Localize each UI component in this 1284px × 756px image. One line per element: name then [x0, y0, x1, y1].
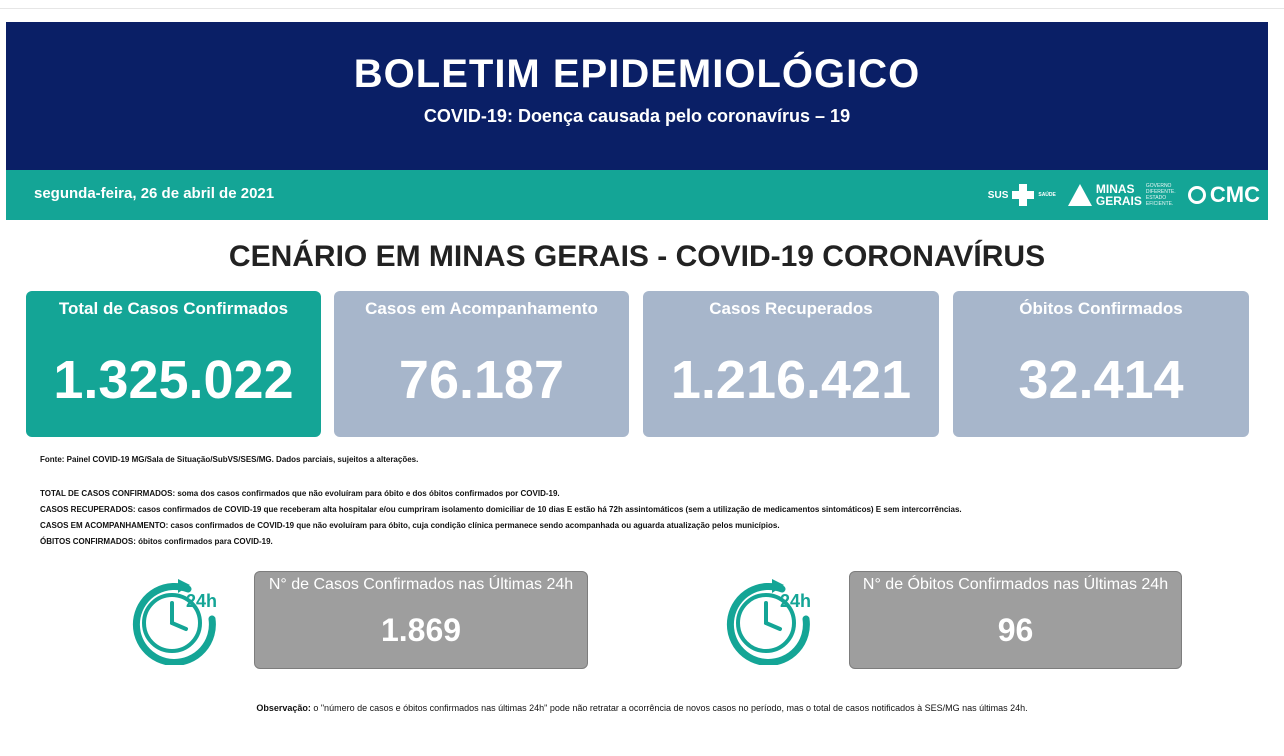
- saude-label: SAÚDE: [1038, 192, 1056, 198]
- card-deaths: [953, 291, 1249, 437]
- card-value: 1.325.022: [53, 350, 294, 410]
- observation-prefix: Observação:: [256, 703, 311, 713]
- clock-24h-label: 24h: [186, 591, 218, 611]
- clock-24h-icon: [128, 573, 220, 665]
- cmc-ring-icon: [1188, 186, 1206, 204]
- mg-line2: GERAIS: [1095, 194, 1142, 208]
- card-total-confirmed: [26, 291, 321, 437]
- cases-24h-box: [254, 571, 588, 669]
- card-label: Total de Casos Confirmados: [58, 299, 289, 318]
- mg-line1: MINAS: [1095, 182, 1135, 196]
- card-value: 1.216.421: [670, 350, 912, 410]
- sus-cross-icon: [1012, 184, 1034, 206]
- card-value: 32.414: [1018, 350, 1184, 410]
- sus-logo: [988, 184, 1056, 206]
- card-value: 76.187: [398, 350, 565, 410]
- bulletin-subtitle: COVID-19: Doença causada pelo coronavírus – 19: [423, 106, 851, 126]
- definition-monitoring: CASOS EM ACOMPANHAMENTO: casos confirmados de COVID-19 que não evoluíram para óbito, cuja condição clínica permanece sendo acompanhada ou aguarda atualização pelos municípios.: [40, 521, 780, 530]
- cmc-logo: [1188, 182, 1260, 208]
- minas-gerais-logo: [1068, 183, 1176, 207]
- cases-24h-value: 1.869: [380, 612, 462, 648]
- card-label: Casos em Acompanhamento: [365, 299, 598, 318]
- bulletin-header: [6, 22, 1268, 170]
- deaths-24h-label: N° de Óbitos Confirmados nas Últimas 24h: [862, 576, 1169, 593]
- card-label: Óbitos Confirmados: [1019, 299, 1183, 318]
- cmc-label: CMC: [1209, 182, 1260, 207]
- mg-slogan: GOVERNO DIFERENTE. ESTADO EFICIENTE.: [1145, 183, 1176, 207]
- clock-24h-icon: [722, 573, 814, 665]
- date-band: [6, 170, 1268, 220]
- source-note: Fonte: Painel COVID-19 MG/Sala de Situação/SubVS/SES/MG. Dados parciais, sujeitos a alterações.: [40, 455, 419, 464]
- deaths-24h-value: 96: [997, 612, 1034, 648]
- sus-label: SUS: [987, 189, 1009, 201]
- card-recovered: [643, 291, 939, 437]
- card-monitoring: [334, 291, 629, 437]
- cases-24h-label: N° de Casos Confirmados nas Últimas 24h: [268, 576, 574, 593]
- bulletin-title: BOLETIM EPIDEMIOLÓGICO: [353, 52, 921, 96]
- deaths-24h-box: [849, 571, 1182, 669]
- observation-note: [0, 703, 1284, 713]
- definition-recovered: CASOS RECUPERADOS: casos confirmados de COVID-19 que receberam alta hospitalar e/ou cumpriram isolamento domiciliar de 10 dias E estão há 72h assintomáticos (sem a utilização de medicamentos sintomáticos) E sem intercorrências.: [40, 505, 962, 514]
- definition-deaths: ÓBITOS CONFIRMADOS: óbitos confirmados para COVID-19.: [40, 537, 273, 546]
- definition-total: TOTAL DE CASOS CONFIRMADOS: soma dos casos confirmados que não evoluíram para óbito e dos óbitos confirmados por COVID-19.: [40, 489, 560, 498]
- section-title: CENÁRIO EM MINAS GERAIS - COVID-19 CORONAVÍRUS: [228, 240, 1046, 273]
- bulletin-date: segunda-feira, 26 de abril de 2021: [34, 185, 275, 202]
- card-label: Casos Recuperados: [709, 299, 873, 318]
- logos-group: [988, 178, 1260, 212]
- minas-triangle-icon: [1068, 184, 1092, 206]
- clock-24h-label: 24h: [780, 591, 812, 611]
- observation-text: o "número de casos e óbitos confirmados nas últimas 24h" pode não retratar a ocorrência de novos casos no período, mas o total de casos notificados à SES/MG nas últimas 24h.: [310, 703, 1028, 713]
- top-strip: [0, 0, 1284, 9]
